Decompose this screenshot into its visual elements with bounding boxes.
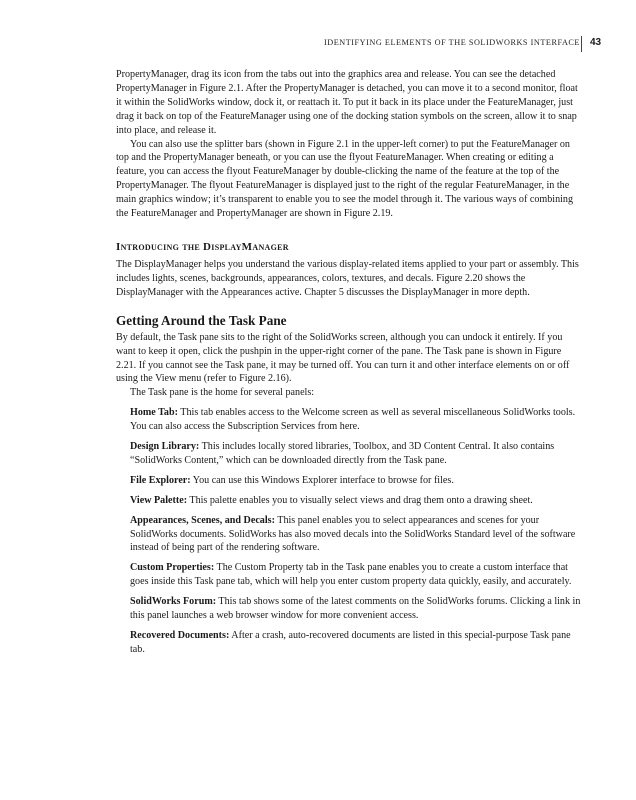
panel-desc: This panel enables you to select appearances and scenes for your SolidWorks documents. SolidWorks has also moved decals into the SolidWorks Standard level of the software instead of being part of the rendering software. — [130, 514, 576, 554]
panel-term: Appearances, Scenes, and Decals: — [130, 514, 275, 526]
panel-term: SolidWorks Forum: — [130, 596, 217, 608]
paragraph-task-pane-panels-intro: The Task pane is the home for several panels: — [130, 387, 315, 399]
panel-item-appearances-scenes-decals — [116, 514, 582, 556]
paragraph-task-pane-default: By default, the Task pane sits to the right of the SolidWorks screen, although you can undock it entirely. If you want to keep it open, click the pushpin in the upper-right corner of the pane. The Task pane is shown in Figure 2.21. If you cannot see the Task pane, it may be turned off. You can turn it and other interface elements on or off using the View menu (refer to Figure 2.16). — [116, 331, 570, 385]
panel-desc: This tab enables access to the Welcome screen as well as several miscellaneous SolidWorks tools. You can also access the Subscription Services from here. — [130, 407, 576, 433]
panel-desc: This palette enables you to visually select views and drag them onto a drawing sheet. — [187, 494, 533, 506]
panel-item-recovered-documents — [116, 629, 582, 657]
heading-displaymanager: Introducing the DisplayManager — [116, 240, 289, 253]
panel-desc: After a crash, auto-recovered documents are listed in this special-purpose Task pane tab. — [130, 630, 571, 655]
panel-term: Design Library: — [130, 441, 200, 453]
panel-item-view-palette — [116, 494, 582, 508]
panel-term: Custom Properties: — [130, 562, 215, 574]
panel-item-solidworks-forum — [116, 595, 582, 623]
running-title: IDENTIFYING ELEMENTS OF THE SOLIDWORKS INTERFACE — [323, 38, 580, 47]
panel-desc: This tab shows some of the latest comments on the SolidWorks forums. Clicking a link in this panel launches a web browser window for more convenient access. — [130, 596, 581, 622]
paragraph-propertymanager-detach: PropertyManager, drag its icon from the tabs out into the graphics area and release. You can see the detached PropertyManager in Figure 2.1. After the PropertyManager is detached, you can move it to a second monitor, float it within the SolidWorks window, dock it, or reattach it. To put it back in its place under the FeatureManager, just drag it back on top of the FeatureManager using one of the docking station symbols on the screen, allow it to snap into place, and release it. — [116, 69, 578, 136]
header-divider — [581, 36, 582, 52]
running-header — [0, 36, 636, 52]
panel-term: File Explorer: — [130, 474, 191, 486]
page-body — [116, 68, 582, 657]
panel-desc: The Custom Property tab in the Task pane enables you to create a custom interface that goes inside this Task pane tab, which will help you enter custom property data quickly, easily, and accurately. — [130, 562, 572, 588]
panel-item-home-tab — [116, 406, 582, 434]
panel-desc: You can use this Windows Explorer interface to browse for files. — [190, 474, 454, 486]
panel-desc: This includes locally stored libraries, Toolbox, and 3D Content Central. It also contains “SolidWorks Content,” which can be downloaded directly from the Task pane. — [130, 441, 555, 466]
paragraph-displaymanager: The DisplayManager helps you understand the various display-related items applied to your part or assembly. This includes lights, scenes, backgrounds, appearances, colors, textures, and decals. Figure 2.20 shows the DisplayManager with the Appearances active. Chapter 5 discusses the DisplayManager in more depth. — [116, 258, 579, 298]
panel-term: View Palette: — [130, 494, 188, 506]
panel-item-design-library — [116, 440, 582, 468]
heading-task-pane: Getting Around the Task Pane — [116, 312, 287, 328]
panel-item-file-explorer — [116, 474, 582, 488]
panel-item-custom-properties — [116, 561, 582, 589]
paragraph-splitter-bars: You can also use the splitter bars (shown in Figure 2.1 in the upper-left corner) to put the FeatureManager on top and the PropertyManager beneath, or you can use the flyout FeatureManager. When creating or editing a feature, you can access the flyout FeatureManager by double-clicking the name of the feature at the top of the PropertyManager. The flyout FeatureManager is displayed just to the right of the regular FeatureManager, in the main graphics window; it’s transparent to enable you to see the model through it. The various ways of combining the FeatureManager and PropertyManager are shown in Figure 2.19. — [116, 138, 574, 220]
panel-term: Recovered Documents: — [130, 630, 230, 641]
page-number: 43 — [590, 37, 602, 48]
panel-term: Home Tab: — [130, 407, 178, 419]
